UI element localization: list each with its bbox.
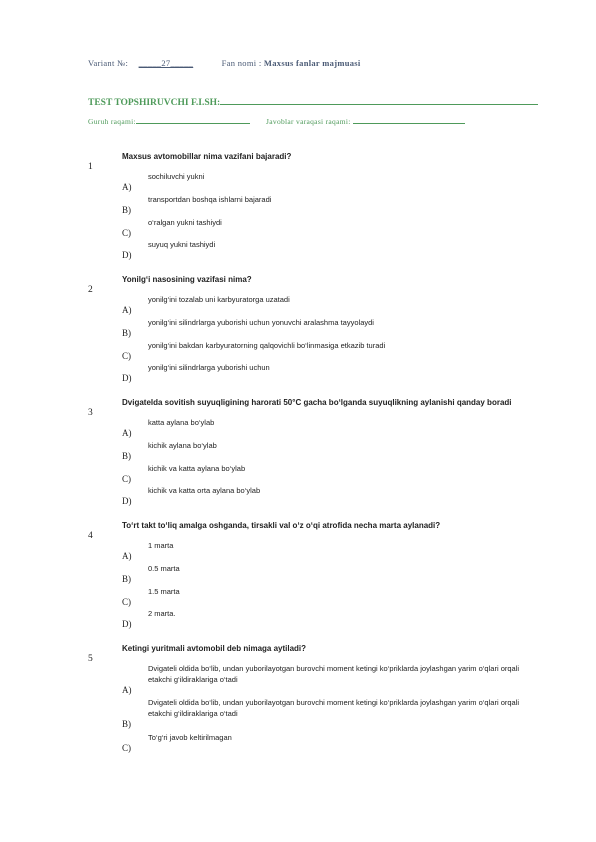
option-letter: A)	[122, 428, 132, 438]
question-text: Dvigatelda sovitish suyuqligining harorati 50°C gacha bo‘lganda suyuqlikning aylanishi qanday boradi	[122, 398, 512, 407]
group-line[interactable]	[136, 115, 250, 124]
option-text: yonilg‘ini silindrlarga yuborishi uchun	[148, 363, 270, 372]
question-text: To‘rt takt to‘liq amalga oshganda, tirsakli val o‘z o‘qi atrofida necha marta aylanadi?	[122, 521, 441, 530]
option-text: 2 marta.	[148, 609, 176, 618]
option-letter: B)	[122, 719, 131, 729]
option-text: sochiluvchi yukni	[148, 172, 205, 181]
option-letter: B)	[122, 205, 131, 215]
option-text: transportdan boshqa ishlarni bajaradi	[148, 195, 272, 204]
option-text: To‘g‘ri javob keltirilmagan	[148, 733, 232, 742]
option-letter: D)	[122, 250, 132, 260]
option-letter: C)	[122, 351, 131, 361]
option-letter: A)	[122, 182, 132, 192]
option-text: suyuq yukni tashiydi	[148, 240, 216, 249]
option-letter: D)	[122, 496, 132, 506]
question-text: Ketingi yuritmali avtomobil deb nimaga aytiladi?	[122, 644, 307, 653]
option-letter: A)	[122, 305, 132, 315]
option-text: 1 marta	[148, 541, 174, 550]
option-letter: C)	[122, 597, 131, 607]
option-text: kichik aylana bo‘ylab	[148, 441, 217, 450]
question-text: Yonilg‘i nasosining vazifasi nima?	[122, 275, 252, 284]
option-text: o‘ralgan yukni tashiydi	[148, 218, 222, 227]
group-label: Guruh raqami:	[88, 117, 136, 126]
option-letter: D)	[122, 619, 132, 629]
student-name-row	[88, 95, 548, 108]
option-letter: A)	[122, 551, 132, 561]
option-text: yonilg‘ini tozalab uni karbyuratorga uzatadi	[148, 295, 290, 304]
option-text: Dvigateli oldida bo‘lib, undan yuborilayotgan burovchi moment ketingi ko‘priklarda joylashgan yarim o‘qlari orqali etakchi g‘ildiraklariga o‘tadi	[148, 698, 520, 718]
answer-sheet-line[interactable]	[353, 115, 465, 124]
question-number: 5	[88, 654, 93, 664]
option-letter: D)	[122, 373, 132, 383]
question-number: 4	[88, 531, 93, 541]
option-letter: C)	[122, 228, 131, 238]
question-number: 1	[88, 162, 93, 172]
option-letter: B)	[122, 574, 131, 584]
option-text: kichik va katta orta aylana bo‘ylab	[148, 486, 261, 495]
option-text: Dvigateli oldida bo‘lib, undan yuborilayotgan burovchi moment ketingi ko‘priklarda joylashgan yarim o‘qlari orqali etakchi g‘ildiraklariga o‘tadi	[148, 664, 520, 684]
variant-label: Variant №:	[88, 58, 129, 68]
option-letter: C)	[122, 743, 131, 753]
option-text: 1.5 marta	[148, 587, 180, 596]
option-text: kichik va katta aylana bo‘ylab	[148, 464, 246, 473]
student-name-line[interactable]	[220, 95, 538, 105]
option-letter: B)	[122, 451, 131, 461]
option-text: 0.5 marta	[148, 564, 180, 573]
option-text: yonilg‘ini bakdan karbyuratorning qalqovichli bo‘linmasiga etkazib turadi	[148, 341, 386, 350]
option-letter: C)	[122, 474, 131, 484]
question-number: 3	[88, 408, 93, 418]
subject-name: Maxsus fanlar majmuasi	[263, 58, 361, 68]
option-text: yonilg‘ini silindrlarga yuborishi uchun yonuvchi aralashma tayyolaydi	[148, 318, 374, 327]
question-number: 2	[88, 285, 93, 295]
option-letter: B)	[122, 328, 131, 338]
answer-sheet-label: Javoblar varaqasi raqami:	[266, 117, 351, 126]
student-name-label: TEST TOPSHIRUVCHI F.I.SH:	[88, 98, 221, 108]
variant-header	[88, 58, 361, 68]
option-letter: A)	[122, 685, 132, 695]
question-text: Maxsus avtomobillar nima vazifani bajaradi?	[122, 152, 292, 161]
subject-label: Fan nomi :	[221, 58, 262, 68]
variant-number: _____27_____	[138, 58, 194, 68]
option-text: katta aylana bo‘ylab	[148, 418, 215, 427]
group-answer-row	[88, 115, 465, 126]
